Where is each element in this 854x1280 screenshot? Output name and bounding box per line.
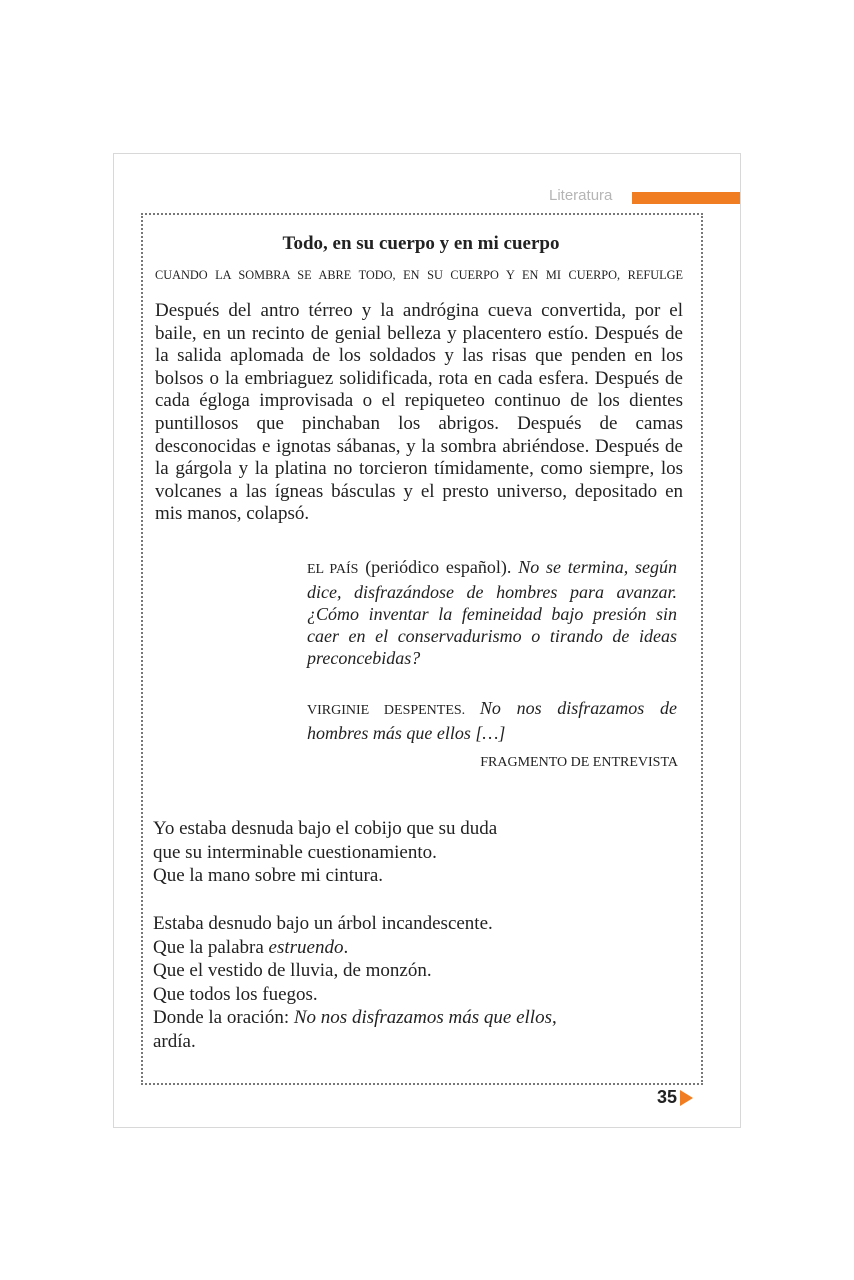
italic-text: No nos disfrazamos más que ellos xyxy=(293,1007,552,1028)
article-title: Todo, en su cuerpo y en mi cuerpo xyxy=(282,233,560,254)
poem-line xyxy=(153,1006,557,1030)
section-label: Literatura xyxy=(549,187,613,204)
speaker: VIRGINIE DESPENTES. xyxy=(307,703,480,718)
poem-line: Estaba desnudo bajo un árbol incandescente. xyxy=(153,913,493,934)
poem-stanza-2 xyxy=(153,912,557,1053)
speaker-note: (periódico español). xyxy=(358,557,519,577)
source-label: FRAGMENTO DE ENTREVISTA xyxy=(480,755,678,770)
interview-question xyxy=(307,556,677,669)
page-number: 35 xyxy=(657,1087,678,1107)
text: . xyxy=(343,936,349,958)
poem-line: Que el vestido de lluvia, de monzón. xyxy=(153,960,432,981)
poem-line: Que todos los fuegos. xyxy=(153,983,318,1005)
answer-text: No nos disfrazamos de hombres más que ellos […] xyxy=(307,698,677,743)
arrow-icon xyxy=(680,1090,693,1106)
poem-line: que su interminable cuestionamiento. xyxy=(153,841,437,863)
poem-line: Yo estaba desnuda bajo el cobijo que su duda xyxy=(153,818,498,839)
italic-text: estruendo xyxy=(268,936,344,958)
interview-answer xyxy=(307,697,677,744)
poem-line: Que la mano sobre mi cintura. xyxy=(153,865,384,886)
text: , xyxy=(551,1007,557,1028)
question-text: No se termina, según dice, disfrazándose de hombres para avanzar. ¿Cómo inventar la femineidad bajo presión sin caer en el conservadurismo o tirando de ideas preconcebidas? xyxy=(307,557,677,668)
poem-stanza-1 xyxy=(153,817,497,888)
text: Donde la oración: xyxy=(153,1007,294,1028)
speaker: EL PAÍS xyxy=(307,562,359,577)
text: Que la palabra xyxy=(153,936,269,958)
article-subtitle: CUANDO LA SOMBRA SE ABRE TODO, EN SU CUERPO Y EN MI CUERPO, REFULGE xyxy=(155,268,683,282)
poem-line: ardía. xyxy=(153,1030,196,1052)
prose-paragraph: Después del antro térreo y la andrógina cueva convertida, por el baile, en un recinto de genial belleza y placentero estío. Después de la salida aplomada de los soldados y las risas que penden en los bolsos o la embriaguez solidificada, rota en cada esfera. Después de cada égloga improvisada o el repiqueteo continuo de los dientes puntillosos que pinchaban los abrigos. Después de camas desconocidas e ignotas sábanas, y la sombra abriéndose. Después de la gárgola y la platina no torcieron tímidamente, como siempre, los volcanes a las ígneas básculas y el presto universo, depositado en mis manos, colapsó. xyxy=(155,300,683,525)
section-accent-bar xyxy=(632,192,740,204)
poem-line xyxy=(153,936,557,960)
